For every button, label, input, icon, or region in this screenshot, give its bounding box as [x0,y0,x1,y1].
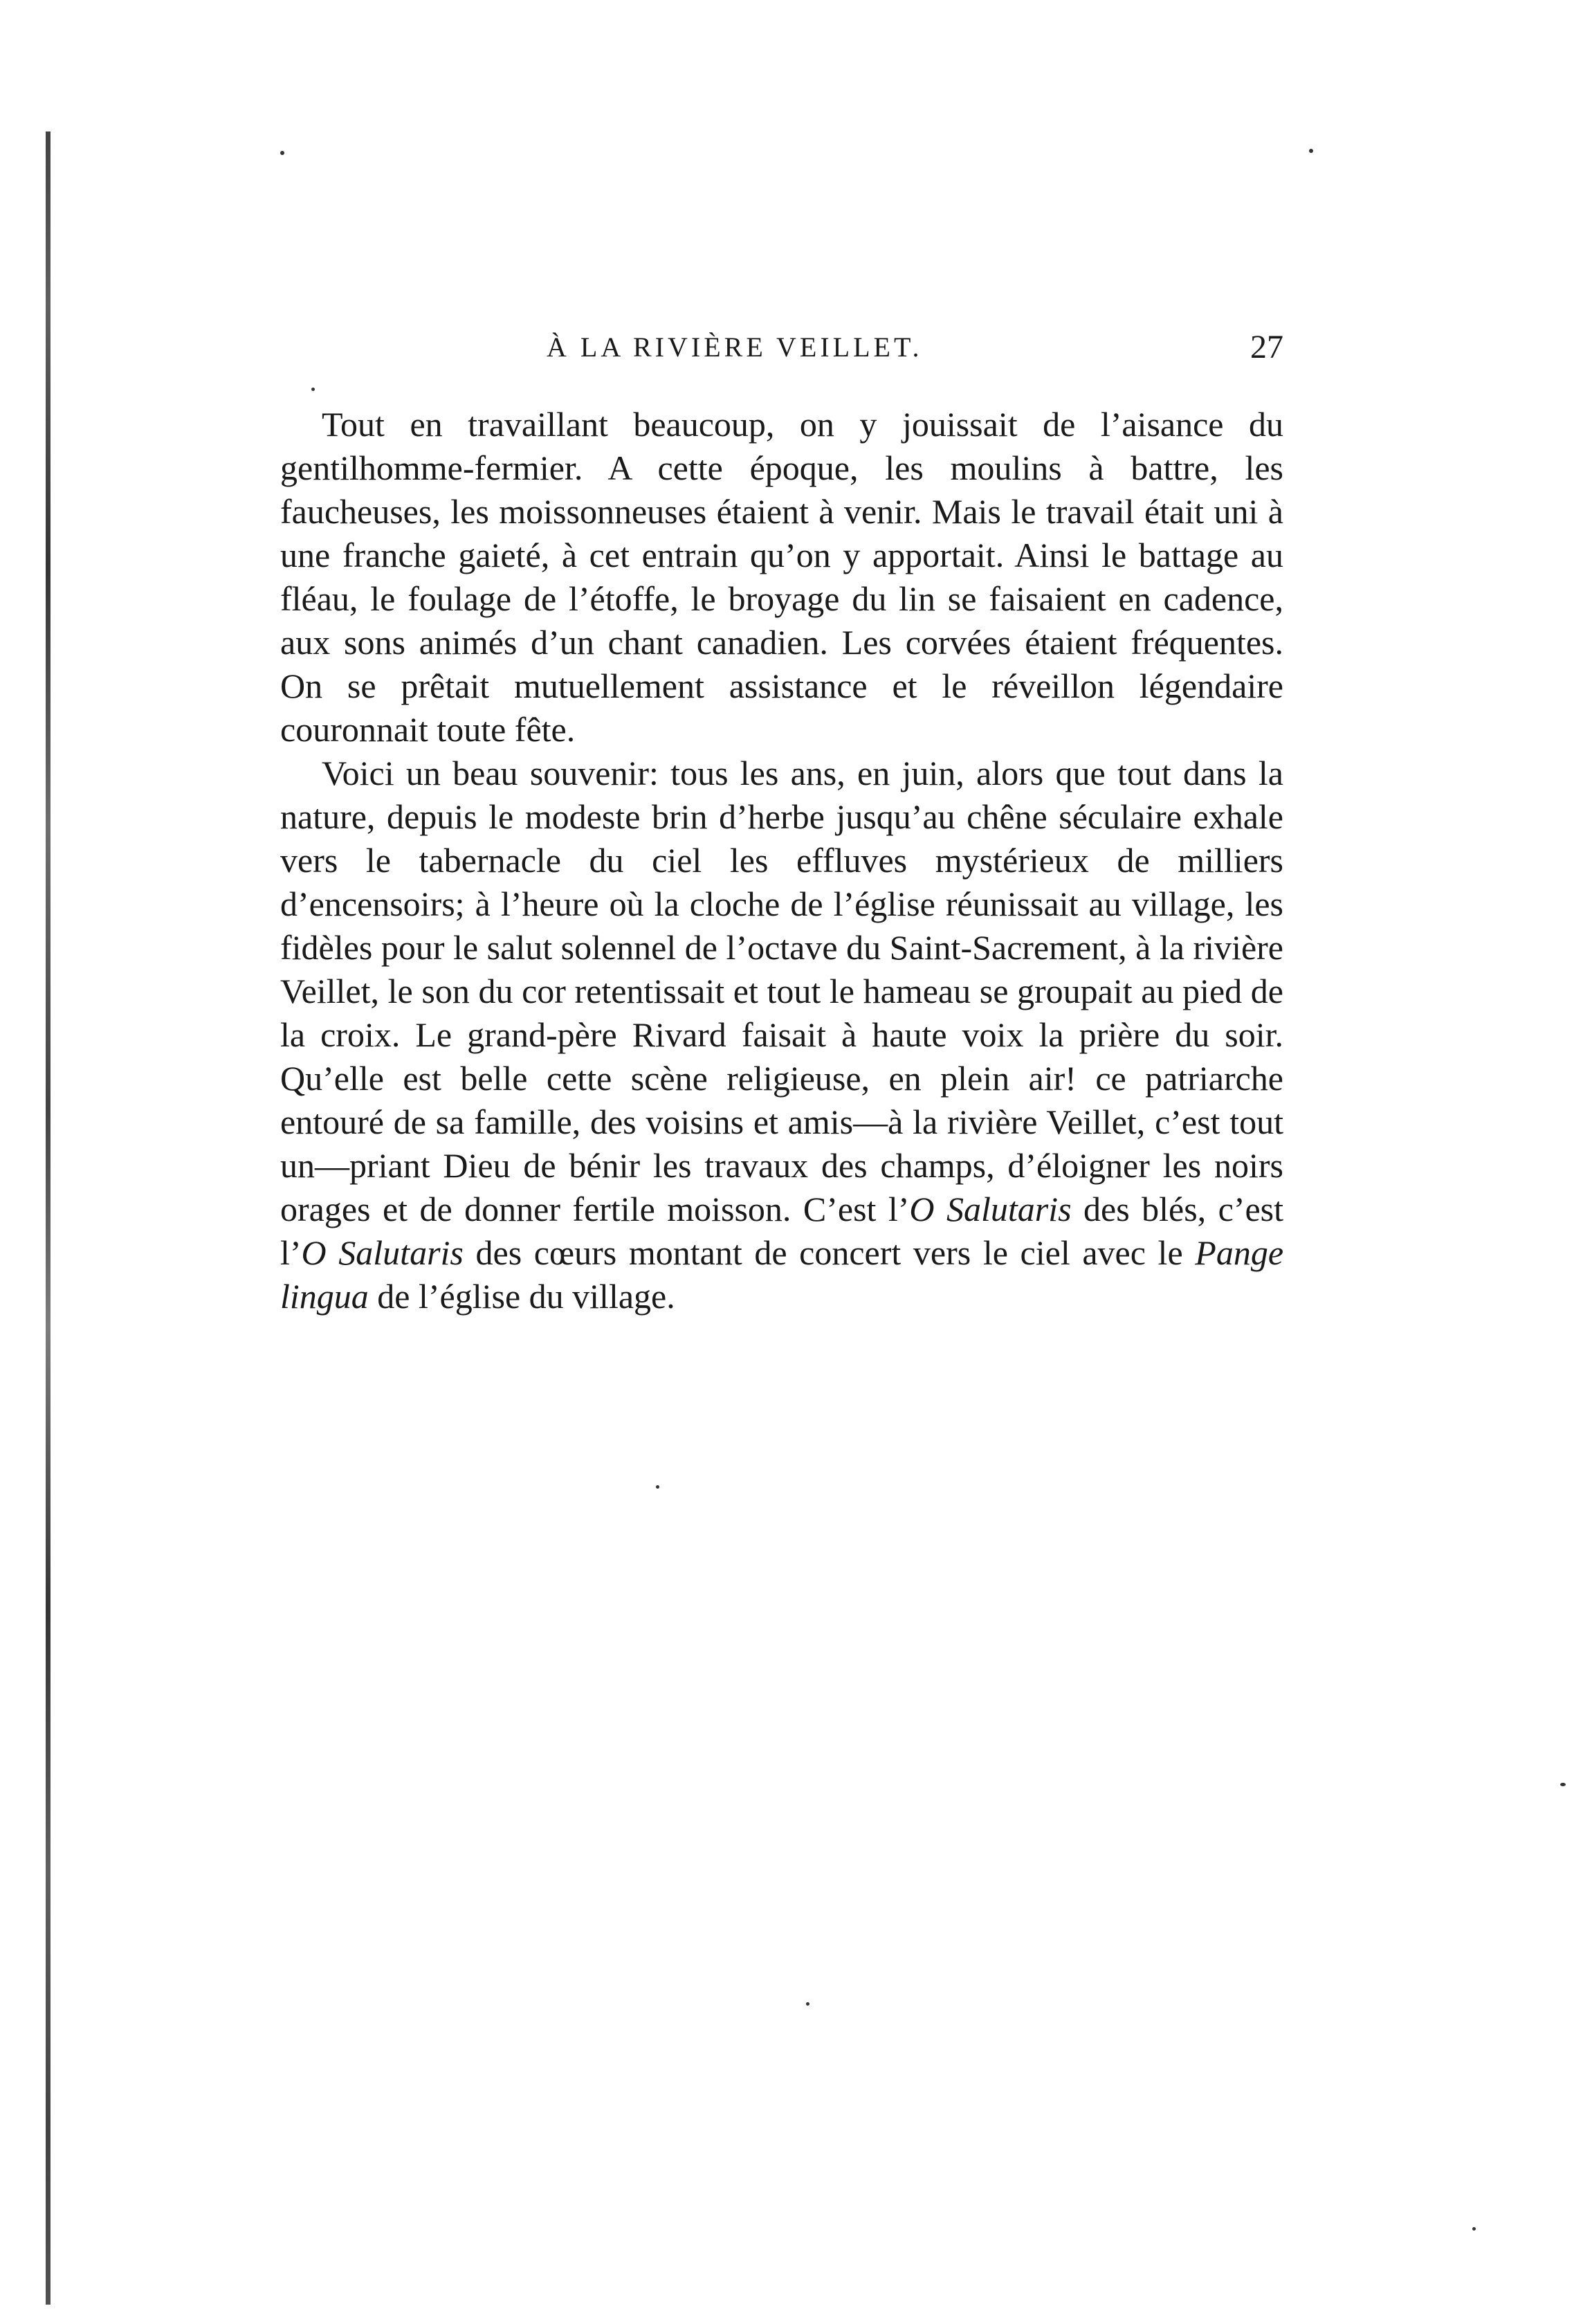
scan-speck [656,1485,659,1489]
page-number: 27 [1250,329,1283,365]
text-run: des cœurs montant de concert vers le ciel avec le [463,1233,1196,1272]
scan-speck [1472,2227,1476,2231]
text-run: de l’église du village. [368,1277,675,1316]
italic-phrase: Pange lingua [280,1233,1284,1316]
italic-phrase: O Salutaris [909,1190,1072,1228]
text-run: des blés, c’est l’ [280,1190,1284,1272]
scan-speck [311,388,315,391]
italic-phrase: O Salutaris [301,1233,464,1272]
scan-speck [1560,1783,1566,1786]
running-title: À LA RIVIÈRE VEILLET. [547,332,923,363]
paragraph [280,752,1283,1318]
scan-speck [806,2002,809,2006]
scan-speck [280,151,284,155]
text-run: Voici un beau souvenir: tous les ans, en juin, alors que tout dans la nature, depuis le modeste brin d’herbe jusqu’au chêne séculaire exhale vers le tabernacle du ciel les effluves mystérieux de milliers d’encensoirs; à l’heure où la cloche de l’église réunissait au village, les fidèles pour le salut solennel de l’octave du Saint-Sacrement, à la rivière Veillet, le son du cor retentissait et tout le hameau se groupait au pied de la croix. Le grand-père Rivard faisait à haute voix la prière du soir. Qu’elle est belle cette scène religieuse, en plein air! ce patriarche entouré de sa famille, des voisins et amis—à la rivière Veillet, c’est tout un—priant Dieu de bénir les travaux des champs, d’éloigner les noirs orages et de donner fertile moisson. C’est l’ [280,754,1283,1228]
scan-speck [1309,149,1313,153]
body-text [280,403,1283,1318]
paragraph: Tout en travaillant beaucoup, on y jouissait de l’aisance du gentilhomme-fermier. A cette époque, les moulins à battre, les faucheuses, les moissonneuses étaient à venir. Mais le travail était uni à une franche gaieté, à cet entrain qu’on y apportait. Ainsi le battage au fléau, le foulage de l’étoffe, le broyage du lin se faisaient en cadence, aux sons animés d’un chant canadien. Les corvées étaient fréquentes. On se prêtait mutuellement assistance et le réveillon légendaire couronnait toute fête. [280,405,1283,749]
scan-binding-edge [46,131,51,2305]
running-head [280,331,1283,372]
